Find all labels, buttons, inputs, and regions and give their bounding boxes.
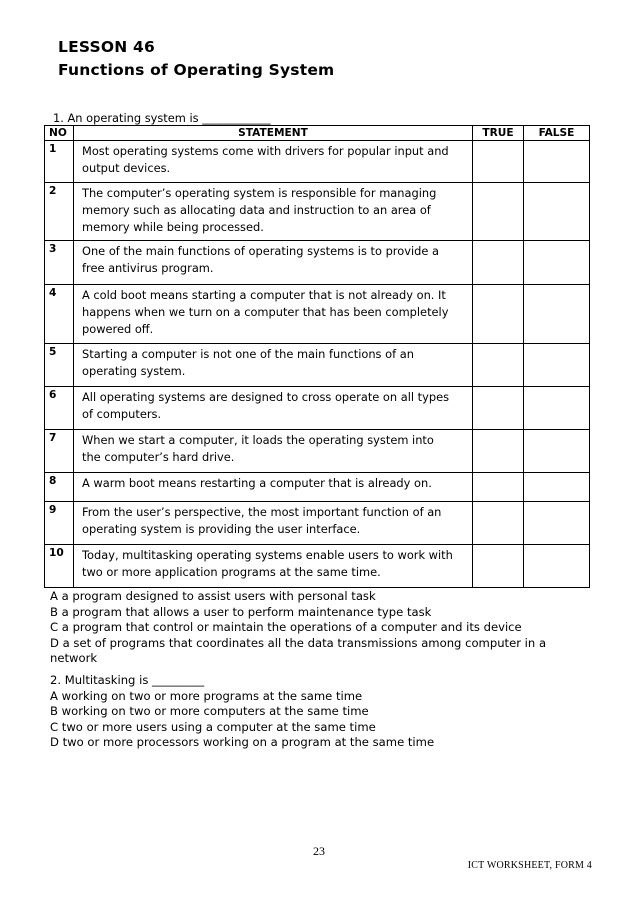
statement-text [74,285,473,344]
false-answer-cell[interactable] [524,141,590,183]
statement-line: memory while being processed. [82,220,264,234]
true-answer-cell[interactable] [473,473,524,502]
statement-line: memory such as allocating data and instruction to an area of [82,203,431,217]
page-number: 23 [313,844,325,858]
statement-line: From the user’s perspective, the most important function of an [82,505,442,519]
option-a: A a program designed to assist users with personal task [50,589,376,603]
table-row [45,141,590,183]
false-answer-cell[interactable] [524,430,590,473]
row-number: 3 [45,241,74,285]
table-row [45,387,590,430]
row-number: 9 [45,502,74,545]
true-answer-cell[interactable] [473,430,524,473]
statement-line: Starting a computer is not one of the main functions of an [82,347,414,361]
statement-text [74,545,473,588]
table-row [45,344,590,387]
lesson-title: Functions of Operating System [58,61,335,79]
false-answer-cell[interactable] [524,183,590,241]
true-answer-cell[interactable] [473,545,524,588]
option-c: C two or more users using a computer at the same time [50,719,376,734]
true-answer-cell[interactable] [473,141,524,183]
option-a: A working on two or more programs at the same time [50,688,363,703]
true-answer-cell[interactable] [473,344,524,387]
true-answer-cell[interactable] [473,241,524,285]
statement-line: powered off. [82,322,154,336]
question-2 [50,673,590,751]
statement-line: Today, multitasking operating systems enable users to work with [82,548,453,562]
table-row [45,285,590,344]
row-number: 8 [45,473,74,502]
true-answer-cell[interactable] [473,183,524,241]
statement-text [74,387,473,430]
row-number: 5 [45,344,74,387]
question-1-options [50,589,590,667]
option-c: C a program that control or maintain the operations of a computer and its device [50,620,522,634]
header-false: FALSE [524,126,590,141]
statement-line: operating system. [82,364,186,378]
statement-text [74,141,473,183]
row-number: 1 [45,141,74,183]
true-answer-cell[interactable] [473,285,524,344]
statement-text [74,473,473,502]
statement-text [74,430,473,473]
table-header-row [45,126,590,141]
statement-line: operating system is providing the user interface. [82,522,361,536]
statement-text [74,241,473,285]
statement-line: free antivirus program. [82,261,214,275]
table-row [45,430,590,473]
false-answer-cell[interactable] [524,285,590,344]
false-answer-cell[interactable] [524,545,590,588]
statement-line: the computer’s hard drive. [82,450,235,464]
option-b: B a program that allows a user to perform maintenance type task [50,604,432,619]
statement-text [74,183,473,241]
statement-line: Most operating systems come with drivers for popular input and [82,144,449,158]
statement-line: output devices. [82,161,171,175]
statement-line: All operating systems are designed to cross operate on all types [82,390,450,404]
statement-line: of computers. [82,407,162,421]
option-d: D two or more processors working on a program at the same time [50,735,435,749]
option-b: B working on two or more computers at the same time [50,704,369,718]
footer-caption: ICT WORKSHEET, FORM 4 [467,860,592,871]
table-row [45,183,590,241]
lesson-number: LESSON 46 [58,38,156,56]
false-answer-cell[interactable] [524,502,590,545]
question-1-prompt: 1. An operating system is ____________ [53,111,271,125]
header-true: TRUE [473,126,524,141]
lesson-heading [58,36,334,82]
header-statement: STATEMENT [74,126,473,141]
true-false-table [44,125,590,588]
false-answer-cell[interactable] [524,473,590,502]
statement-line: A cold boot means starting a computer that is not already on. It [82,288,446,302]
false-answer-cell[interactable] [524,344,590,387]
option-d-continued: network [50,651,98,665]
statement-text [74,502,473,545]
row-number: 4 [45,285,74,344]
true-answer-cell[interactable] [473,387,524,430]
statement-text [74,344,473,387]
statement-line: A warm boot means restarting a computer that is already on. [82,476,432,490]
option-d: D a set of programs that coordinates all the data transmissions among computer in a [50,635,547,650]
false-answer-cell[interactable] [524,241,590,285]
table-row [45,502,590,545]
header-no: NO [45,126,74,141]
row-number: 2 [45,183,74,241]
table-row [45,545,590,588]
statement-line: One of the main functions of operating systems is to provide a [82,244,439,258]
statement-line: When we start a computer, it loads the operating system into [82,433,434,447]
true-answer-cell[interactable] [473,502,524,545]
row-number: 10 [45,545,74,588]
table-row [45,473,590,502]
row-number: 6 [45,387,74,430]
statement-line: two or more application programs at the same time. [82,565,381,579]
statement-line: happens when we turn on a computer that has been completely [82,305,449,319]
row-number: 7 [45,430,74,473]
table-row [45,241,590,285]
question-2-prompt: 2. Multitasking is _________ [50,673,205,687]
false-answer-cell[interactable] [524,387,590,430]
statement-line: The computer’s operating system is responsible for managing [82,186,437,200]
